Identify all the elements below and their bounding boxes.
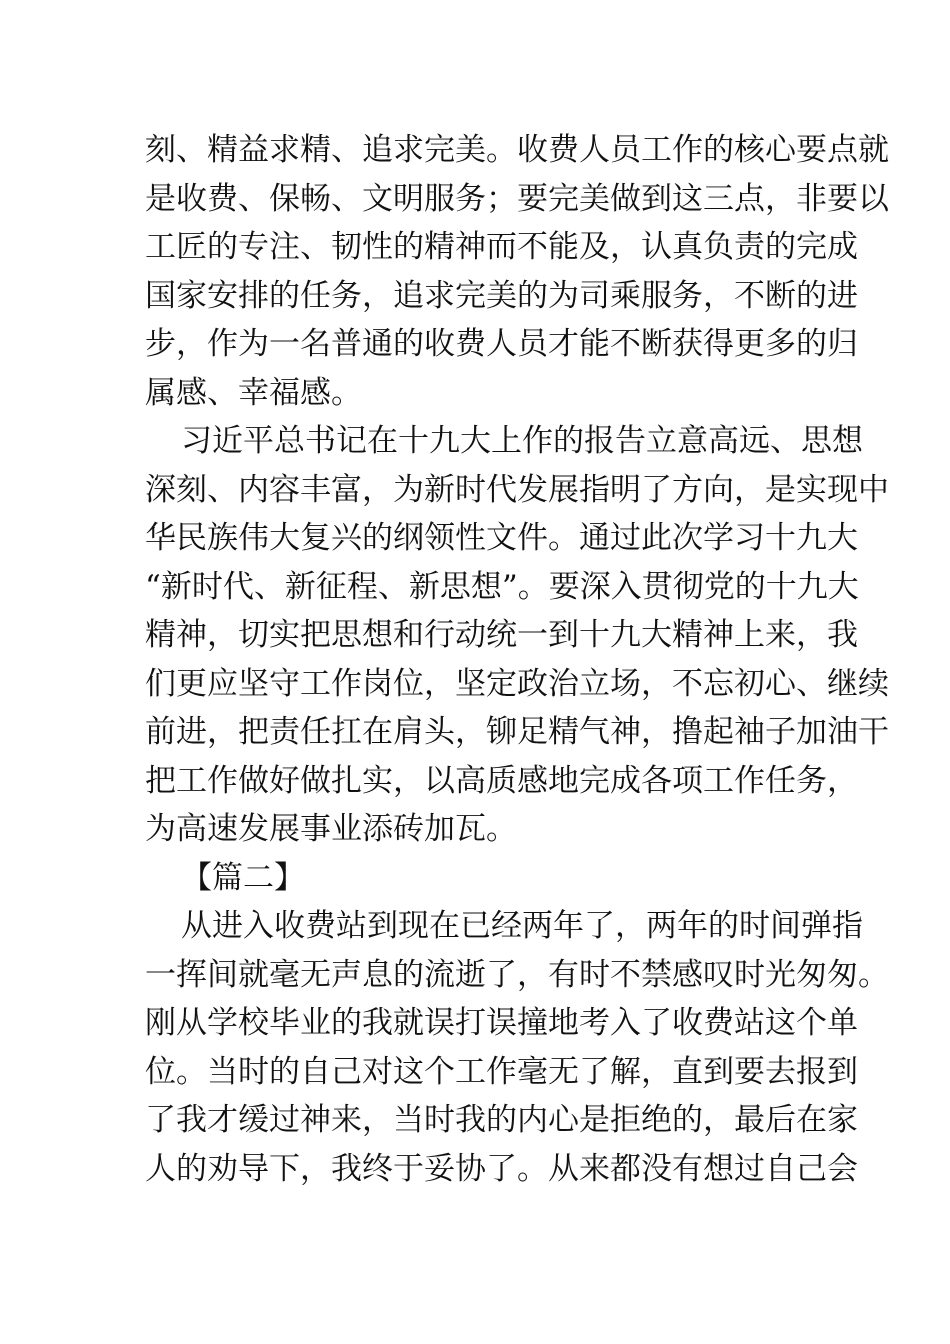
body-text <box>145 126 889 1193</box>
text-line: 前进，把责任扛在肩头，铆足精气神，撸起袖子加油干 <box>145 714 889 750</box>
text-line: 步，作为一名普通的收费人员才能不断获得更多的归 <box>145 326 858 362</box>
text-line: 刻、精益求精、追求完美。收费人员工作的核心要点就 <box>145 132 889 168</box>
text-line: 们更应坚守工作岗位，坚定政治立场，不忘初心、继续 <box>145 665 889 702</box>
paragraph-first-line: 从进入收费站到现在已经两年了，两年的时间弹指 <box>181 908 863 944</box>
text-line: 刚从学校毕业的我就误打误撞地考入了收费站这个单 <box>145 1005 858 1041</box>
section-heading: 【篇二】 <box>181 859 305 896</box>
text-line: 深刻、内容丰富，为新时代发展指明了方向，是实现中 <box>145 471 889 508</box>
text-line: 一挥间就毫无声息的流逝了，有时不禁感叹时光匆匆。 <box>145 956 889 993</box>
text-line: 是收费、保畅、文明服务；要完美做到这三点，非要以 <box>145 180 889 217</box>
text-line: 工匠的专注、韧性的精神而不能及，认真负责的完成 <box>145 229 858 265</box>
text-line: “新时代、新征程、新思想”。要深入贯彻党的十九大 <box>145 568 859 605</box>
text-line: 人的劝导下，我终于妥协了。从来都没有想过自己会 <box>145 1150 858 1187</box>
text-line: 属感、幸福感。 <box>145 374 362 411</box>
paragraph-first-line: 习近平总书记在十九大上作的报告立意高远、思想 <box>181 423 863 459</box>
text-line: 了我才缓过神来，当时我的内心是拒绝的，最后在家 <box>145 1102 858 1138</box>
text-line: 精神，切实把思想和行动统一到十九大精神上来，我 <box>145 617 858 653</box>
text-line: 位。当时的自己对这个工作毫无了解，直到要去报到 <box>145 1053 858 1090</box>
text-line: 为高速发展事业添砖加瓦。 <box>145 811 517 847</box>
text-line: 华民族伟大复兴的纲领性文件。通过此次学习十九大 <box>145 520 858 556</box>
text-line: 把工作做好做扎实，以高质感地完成各项工作任务， <box>145 762 858 799</box>
text-line: 国家安排的任务，追求完美的为司乘服务，不断的进 <box>145 277 858 314</box>
